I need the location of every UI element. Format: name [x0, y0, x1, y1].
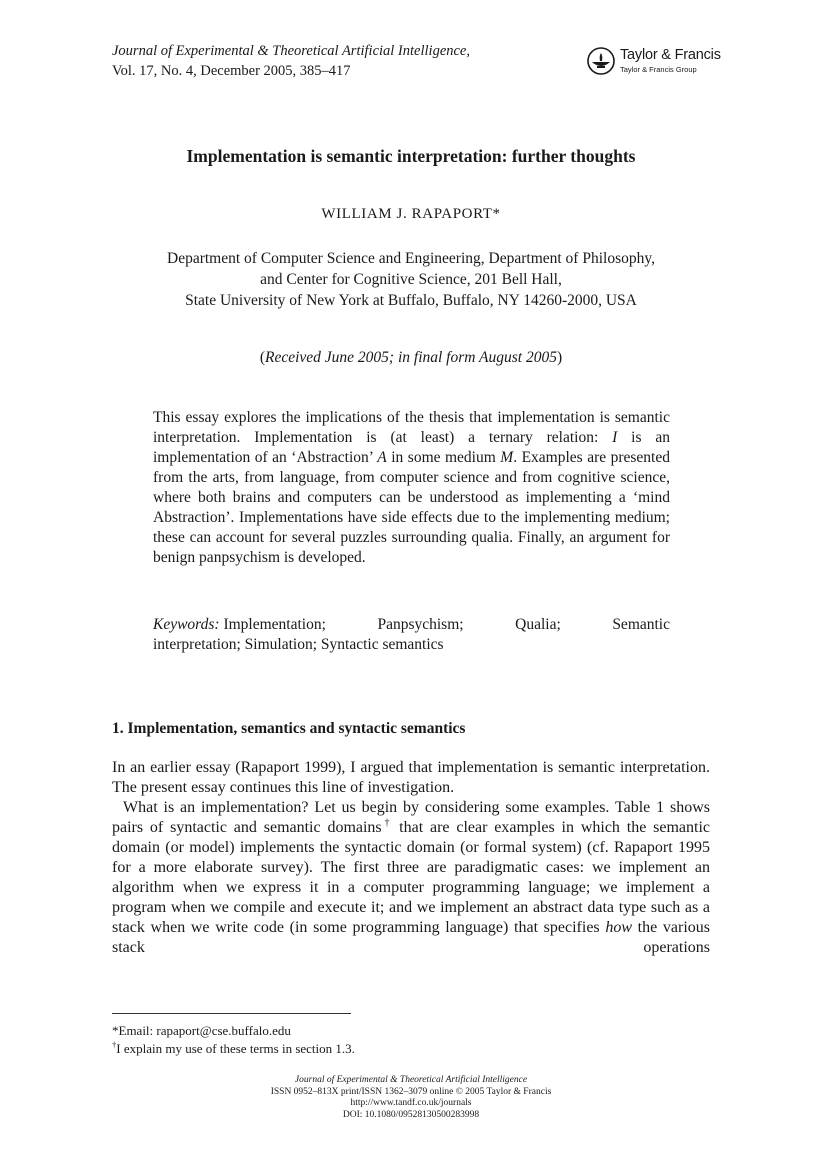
affiliation-line: and Center for Cognitive Science, 201 Bell Hall,: [260, 271, 562, 288]
footer-issn: ISSN 0952–813X print/ISSN 1362–3079 online © 2005 Taylor & Francis: [270, 1086, 552, 1097]
keyword: Qualia;: [515, 616, 561, 633]
running-head: [112, 41, 470, 81]
footnote-terms: †I explain my use of these terms in section 1.3.: [112, 1039, 355, 1056]
keyword: Semantic: [612, 616, 670, 633]
body-paragraph: In an earlier essay (Rapaport 1999), I argued that implementation is semantic interpretation. The present essay continues this line of investigation.: [112, 759, 710, 796]
publisher-name: Taylor & Francis: [620, 47, 721, 63]
page-footer: [0, 1075, 822, 1121]
abstract: [153, 408, 670, 568]
affiliation: [100, 248, 722, 311]
received-dates: (Received June 2005; in final form August 2005): [259, 349, 563, 366]
footnote-rule: [112, 1013, 351, 1014]
keywords-label: Keywords:: [153, 616, 220, 633]
affiliation-line: Department of Computer Science and Engineering, Department of Philosophy,: [167, 250, 655, 267]
publisher-group: Taylor & Francis Group: [620, 65, 697, 74]
abstract-paragraph: This essay explores the implications of the thesis that implementation is semantic interpretation. Implementation is (at least) a ternary relation: I is an implementation of an ‘Abstraction’ A in some medium M. Examples are presented from the arts, from language, from computer science and from cognitive science, where both brains and computers can be understood as implementing a ‘mind Abstraction’. Implementations have side effects due to the implementing medium; these can account for several puzzles surrounding qualia. Finally, an argument for benign panpsychism is developed.: [153, 409, 670, 566]
footer-journal: Journal of Experimental & Theoretical Artificial Intelligence: [294, 1075, 528, 1085]
journal-name: Journal of Experimental & Theoretical Artificial Intelligence,: [112, 43, 470, 59]
section-body: [112, 758, 710, 958]
keyword: Panpsychism;: [377, 616, 464, 633]
publisher-lamp-icon: [586, 46, 616, 76]
keywords-line2: interpretation; Simulation; Syntactic semantics: [153, 636, 444, 653]
section-heading: 1. Implementation, semantics and syntactic semantics: [112, 720, 466, 737]
footnote-email: *Email: rapaport@cse.buffalo.edu: [112, 1023, 291, 1038]
publisher-logo: [586, 46, 721, 76]
author-name: WILLIAM J. RAPAPORT*: [321, 206, 501, 222]
footer-url: http://www.tandf.co.uk/journals: [350, 1098, 472, 1108]
keywords: [153, 615, 670, 655]
body-paragraph: What is an implementation? Let us begin by considering some examples. Table 1 shows pairs of syntactic and semantic domains† that are clear examples in which the semantic domain (or model) implements the syntactic domain (or formal system) (cf. Rapaport 1995 for a more elaborate survey). The first three are paradigmatic cases: we implement an algorithm when we express it in a computer programming language; we implement a program when we compile and execute it; and we implement an abstract data type such as a stack when we write code (in some programming language) that specifies how the various stack operations: [112, 799, 711, 956]
footnote-marker: †: [381, 817, 393, 829]
footnotes: [112, 1022, 355, 1058]
affiliation-line: State University of New York at Buffalo, Buffalo, NY 14260-2000, USA: [185, 292, 637, 309]
footer-doi: DOI: 10.1080/09528130500283998: [342, 1109, 480, 1120]
received-text: Received June 2005; in final form August 2005: [264, 349, 557, 366]
article-title: Implementation is semantic interpretation: further thoughts: [186, 146, 636, 166]
keyword: Implementation;: [223, 616, 326, 633]
volume-line: Vol. 17, No. 4, December 2005, 385–417: [112, 63, 351, 79]
